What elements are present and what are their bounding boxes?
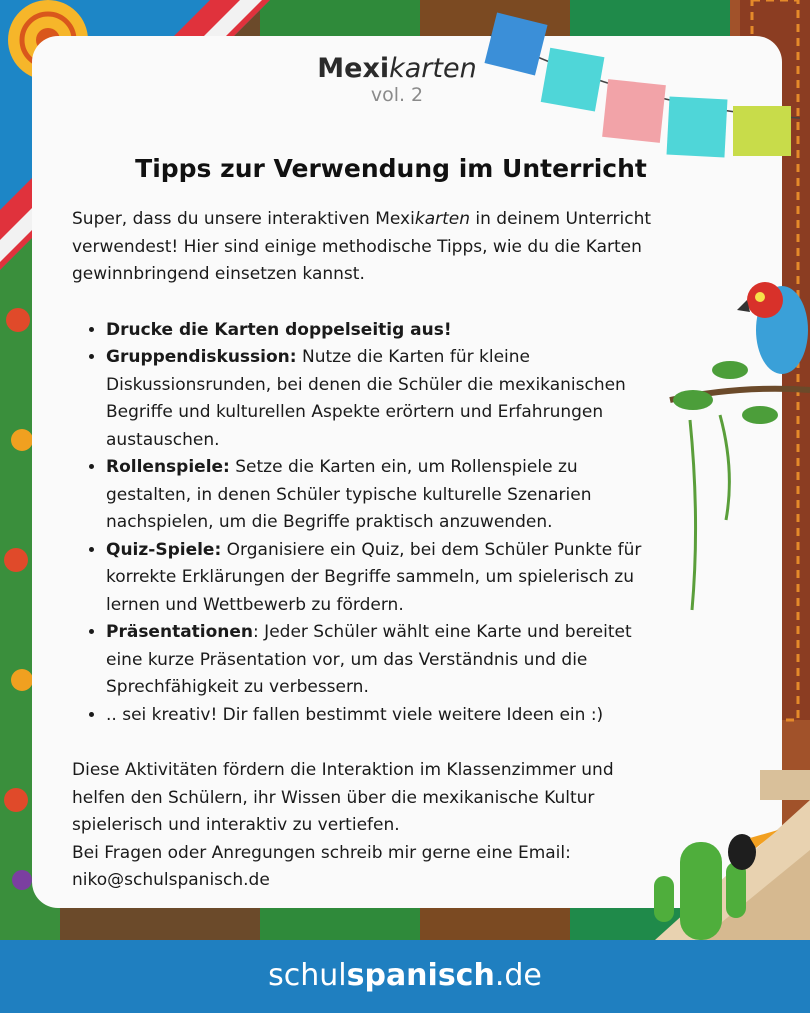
intro-paragraph: Super, dass du unsere interaktiven Mexikarten in deinem Unterricht verwendest! Hier sind einige methodische Tipps, wie du die Karten gewinnbringend einsetzen kannst. <box>72 209 652 284</box>
contact-line: Bei Fragen oder Anregungen schreib mir gerne eine Email: <box>72 842 571 863</box>
tip-presentations: • Präsentationen: Jeder Schüler wählt eine Karte und bereitet eine kurze Präsentation vor, um das Verständnis und die Sprechfähigkeit zu verbessern. <box>106 619 652 702</box>
footer-website: schulspanisch.de <box>268 958 542 993</box>
tips-list <box>72 317 652 730</box>
volume-label: vol. 2 <box>370 84 424 106</box>
page-title: Tipps zur Verwendung im Unterricht <box>135 154 647 183</box>
brand-logo <box>0 54 794 84</box>
footer-bar <box>0 940 810 1013</box>
brand-italic: karten <box>389 53 477 84</box>
tip-print: • Drucke die Karten doppelseitig aus! <box>106 317 652 345</box>
tip-quiz: • Quiz-Spiele: Organisiere ein Quiz, bei dem Schüler Punkte für korrekte Erklärungen der Begriffe sammeln, um spielerisch zu lernen und Wettbewerb zu fördern. <box>106 537 652 620</box>
brand-bold: Mexi <box>317 53 390 84</box>
tip-role-play: • Rollenspiele: Setze die Karten ein, um Rollenspiele zu gestalten, in denen Schüler typische kulturelle Szenarien nachspielen, um die Begriffe praktisch anzuwenden. <box>106 454 652 537</box>
tip-group-discussion: • Gruppendiskussion: Nutze die Karten für kleine Diskussionsrunden, bei denen die Schüler die mexikanischen Begriffe und kulturellen Aspekte erörtern und Erfahrungen austauschen. <box>106 344 652 454</box>
email-address: niko@schulspanisch.de <box>72 870 270 890</box>
tips-content <box>72 206 652 895</box>
closing-paragraph: Diese Aktivitäten fördern die Interaktion im Klassenzimmer und helfen den Schülern, ihr Wissen über die mexikanische Kultur spielerisch und interaktiv zu vertiefen. <box>72 760 614 835</box>
tip-creative: • .. sei kreativ! Dir fallen bestimmt viele weitere Ideen ein :) <box>106 702 652 730</box>
flower-border-decoration <box>4 308 33 890</box>
brand-header <box>0 54 794 106</box>
